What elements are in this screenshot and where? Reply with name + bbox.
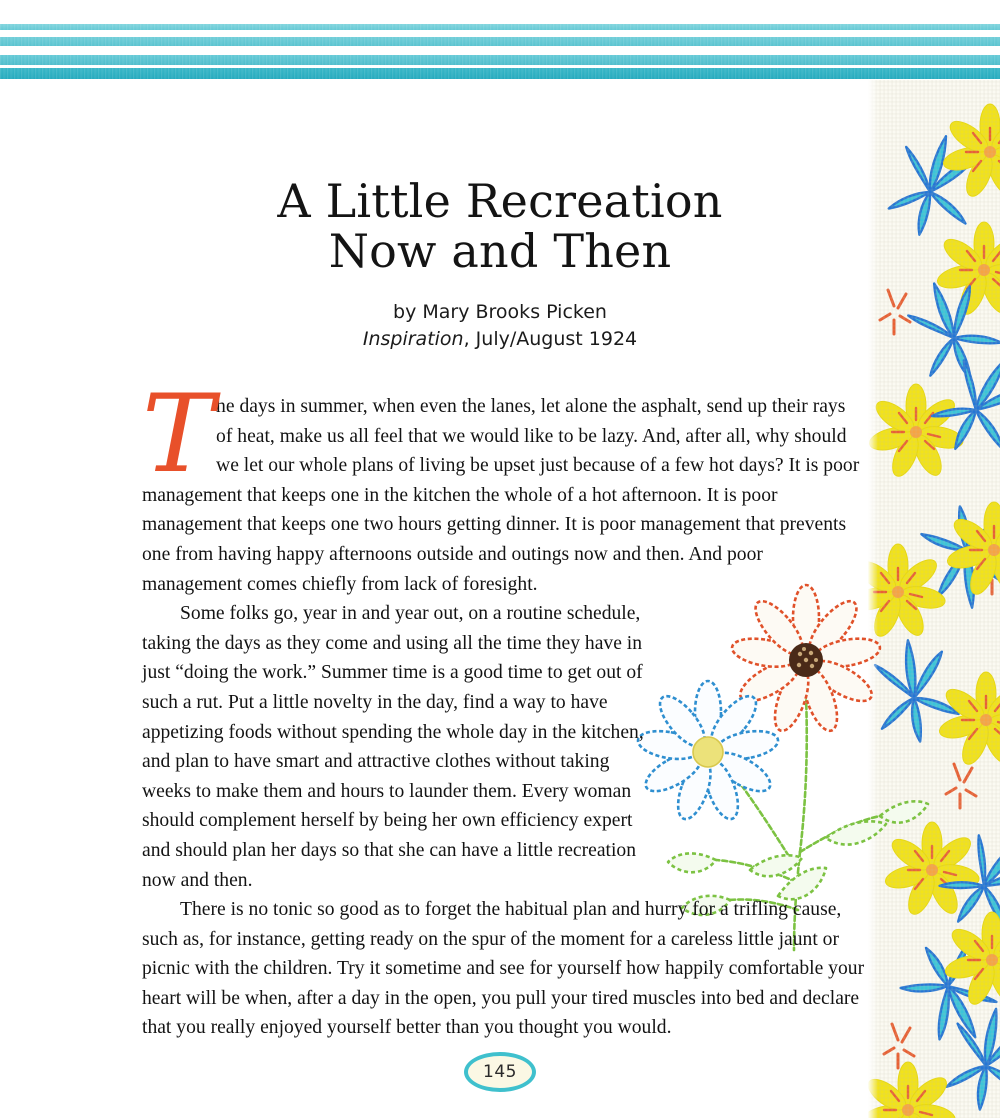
stripe-1 <box>0 24 1000 30</box>
author-name: by Mary Brooks Picken <box>393 301 607 323</box>
byline <box>130 300 870 352</box>
publication-issue: , July/August 1924 <box>463 328 638 350</box>
stripe-4 <box>0 68 1000 79</box>
article-body <box>142 372 866 1043</box>
title-line-2: Now and Then <box>328 224 672 278</box>
page-title <box>130 176 870 276</box>
paragraph-3: There is no tonic so good as to forget the habitual plan and hurry for a trifling cause, such as, for instance, getting ready on the spur of the moment for a careless little jaunt or picnic with the children. Try it sometime and see for yourself how happily comfortable your heart will be when, after a day in the open, you pull your tired muscles into bed and declare that you really enjoyed yourself better than you thought you would. <box>142 899 865 1039</box>
title-line-1: A Little Recreation <box>277 174 723 228</box>
header-stripe-band <box>0 0 1000 80</box>
paragraph-1-text: he days in summer, when even the lanes, let alone the asphalt, send up their rays of heat, make us all feel that we would like to be lazy. And, after all, why should we let our whole plans of living be upset just because of a few hot days? It is poor management that keeps one in the kitchen the whole of a hot afternoon. It is poor management that keeps one two hours getting dinner. It is poor management that prevents one from having happy afternoons outside and outings now and then. And poor management comes chiefly from lack of foresight. <box>142 396 860 595</box>
paragraph-1 <box>142 372 866 599</box>
source-citation <box>130 327 870 352</box>
stripe-3 <box>0 55 1000 65</box>
publication-name: Inspiration <box>362 328 464 350</box>
drop-cap: T <box>142 372 215 497</box>
stripe-2 <box>0 37 1000 46</box>
article-header <box>130 176 870 352</box>
paragraph-2: Some folks go, year in and year out, on a routine schedule, taking the days as they come and using all the time they have in just “doing the work.” Summer time is a good time to get out of such a rut. Put a little novelty in the day, find a way to have appetizing foods without spending the whole day in the kitchen, and plan to have smart and attractive clothes without taking weeks to make them and hours to launder them. Every woman should complement herself by being her own efficiency expert and should plan her days so that she can have a little recreation now and then. <box>142 603 644 891</box>
page-number-value: 145 <box>483 1062 517 1082</box>
page-number-badge <box>464 1052 536 1092</box>
